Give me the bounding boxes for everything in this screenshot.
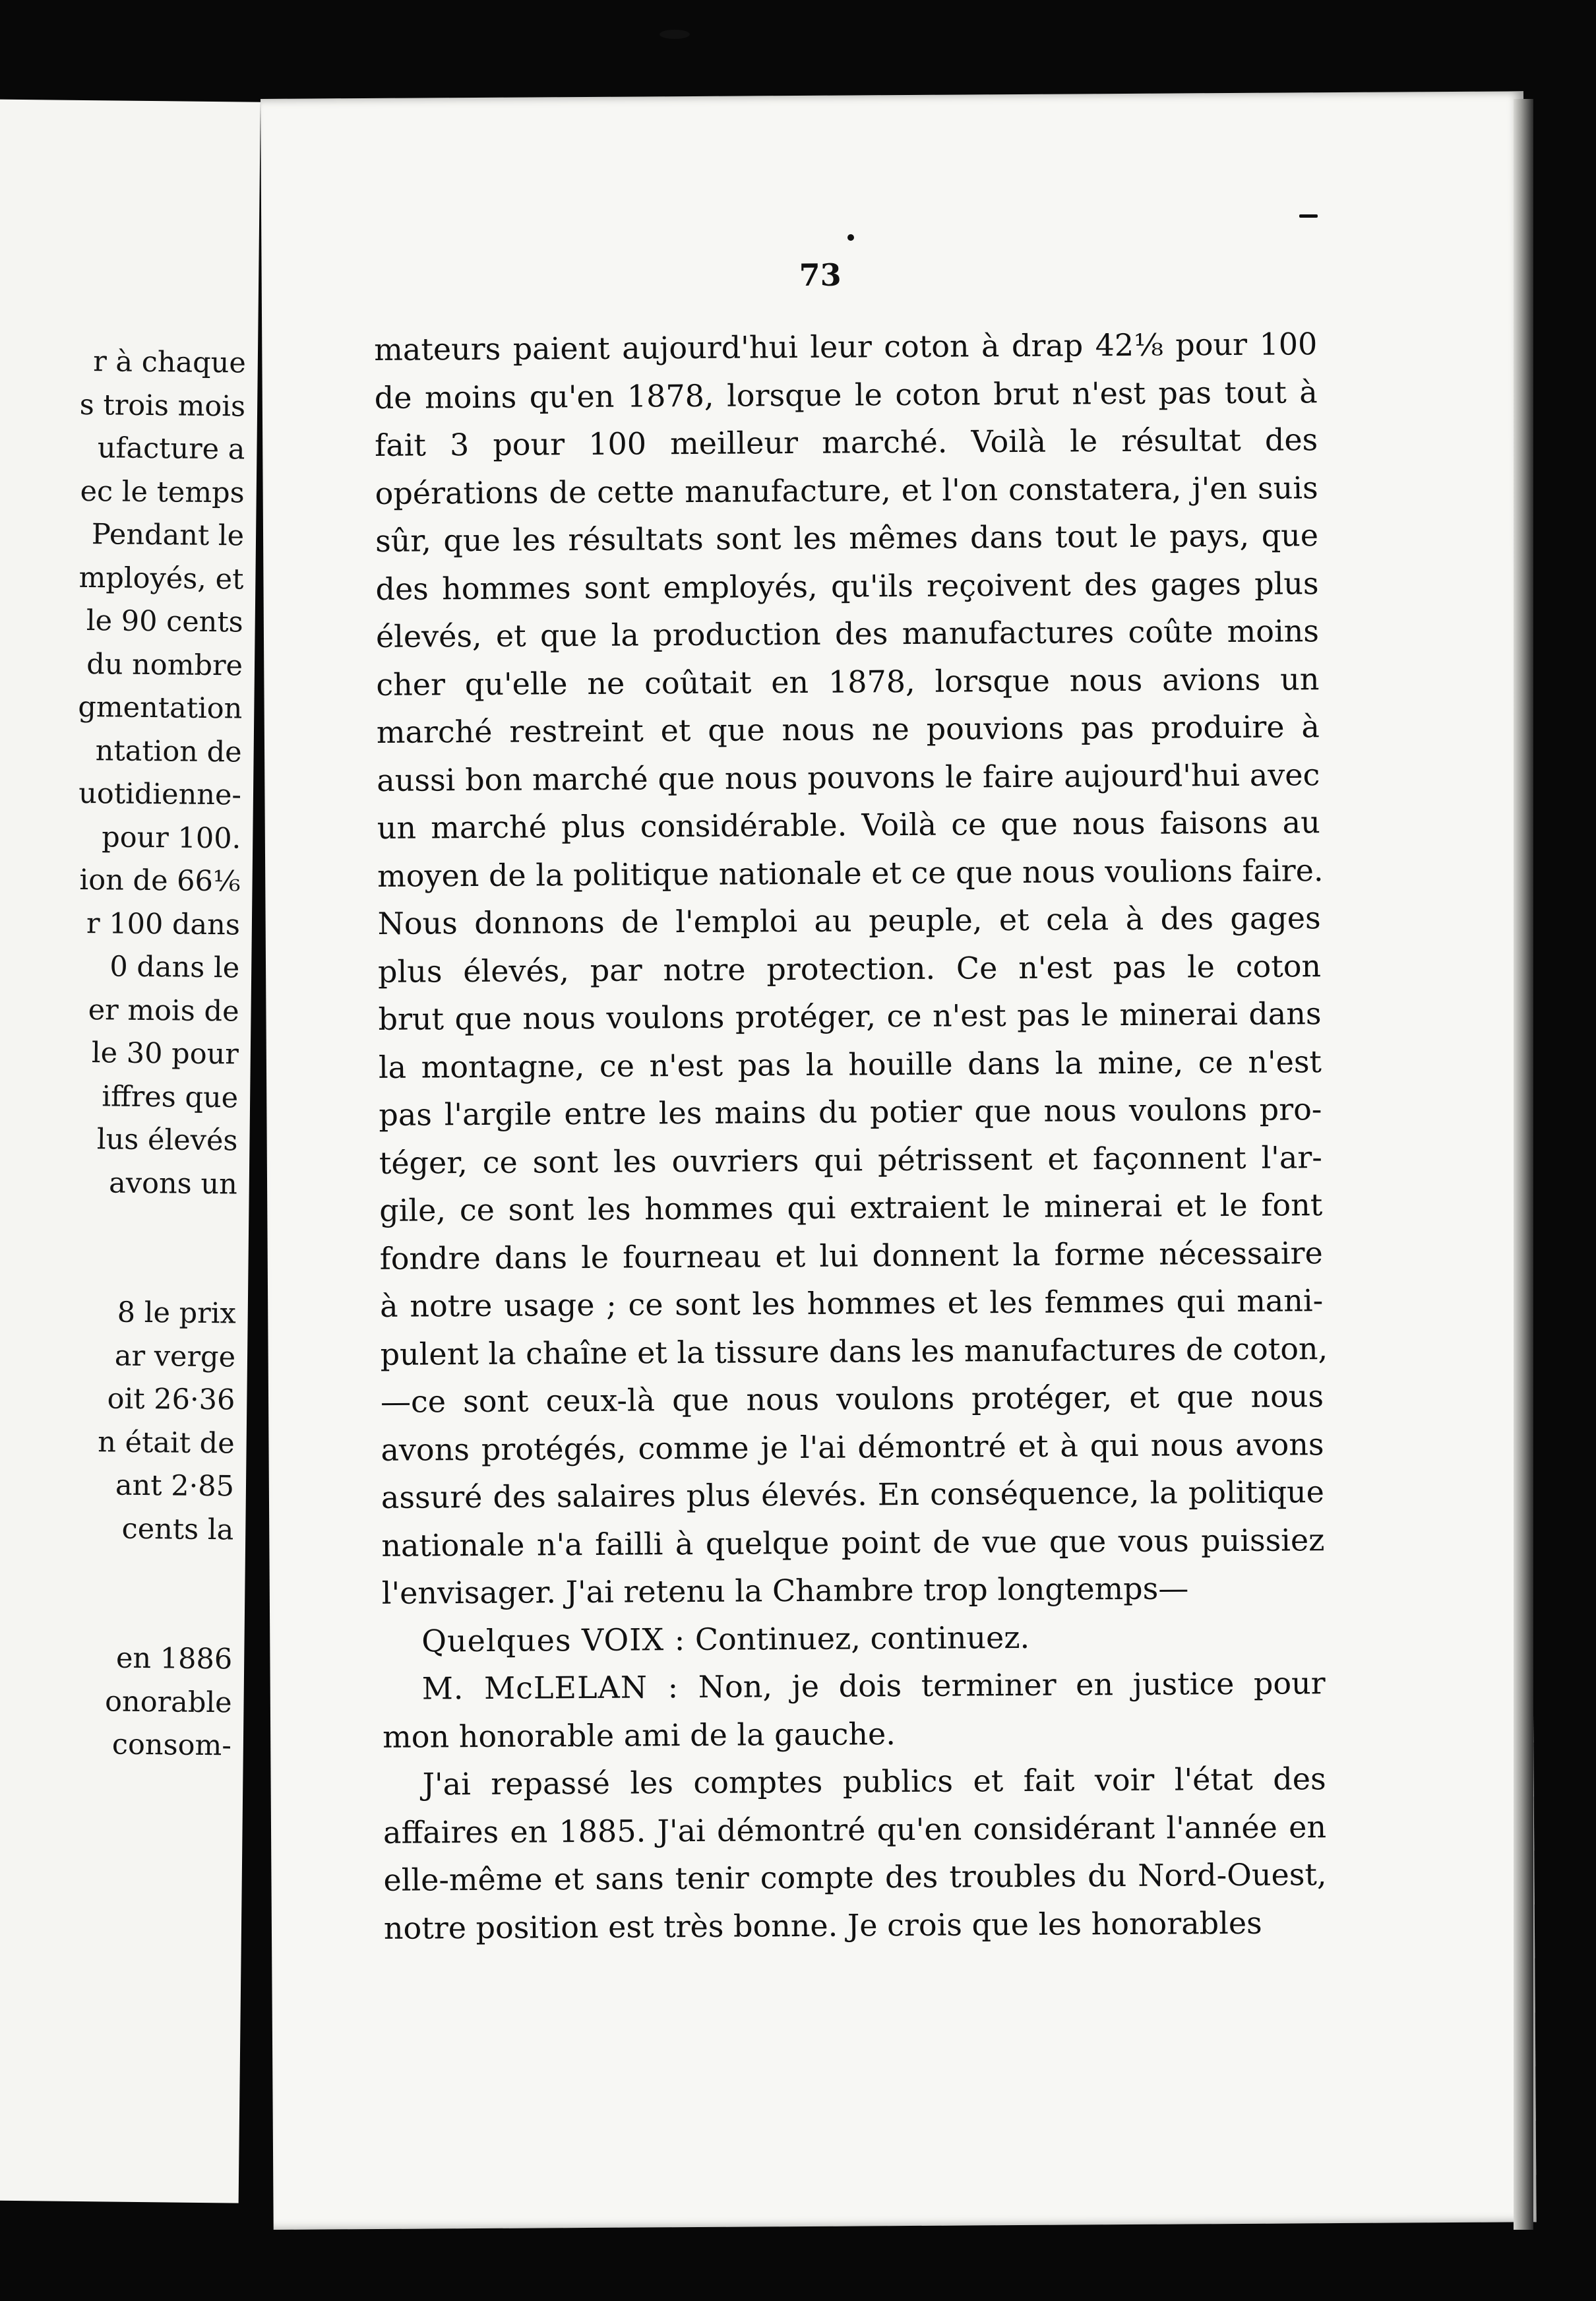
page-number: 73 xyxy=(799,257,842,294)
left-page-fragment: ar verge xyxy=(114,1339,236,1373)
left-page-fragment: iffres que xyxy=(102,1079,239,1114)
left-page-fragment: oit 26·36 xyxy=(107,1382,235,1417)
text-line: cher qu'elle ne coûtait en 1878, lorsque nous avions un xyxy=(376,660,1320,703)
reply-text-1: Non, je dois terminer en justice pour xyxy=(698,1665,1326,1705)
text-line: fondre dans le fourneau et lui donnent la forme nécessaire xyxy=(379,1234,1323,1277)
left-page-fragment: cents la xyxy=(121,1512,234,1546)
left-page-fragment: le 30 pour xyxy=(91,1036,239,1071)
left-page-fragment: er mois de xyxy=(88,993,239,1028)
text-line: pas l'argile entre les mains du potier que nous voulons pro- xyxy=(379,1091,1322,1133)
scan-smudge xyxy=(660,30,690,39)
speaker-mclelan: M. McLELAN : xyxy=(421,1669,679,1707)
left-page xyxy=(0,99,261,2203)
left-page-fragment: consom- xyxy=(111,1728,232,1763)
paragraph-2 xyxy=(383,1755,1327,1952)
text-line: opérations de cette manufacture, et l'on constatera, j'en suis xyxy=(375,469,1318,511)
left-page-fragment: lus élevés xyxy=(96,1123,238,1158)
text-line: avons protégés, comme je l'ai démontré et à qui nous avons xyxy=(381,1426,1324,1468)
text-line: J'ai repassé les comptes publics et fait voir l'état des xyxy=(422,1761,1326,1802)
left-page-fragment: du nombre xyxy=(86,647,243,683)
right-page xyxy=(261,91,1537,2230)
text-line: de moins qu'en 1878, lorsque le coton brut n'est pas tout à xyxy=(374,373,1318,416)
interjection-line xyxy=(382,1612,1325,1665)
text-line: plus élevés, par notre protection. Ce n'est pas le coton xyxy=(377,947,1322,990)
left-page-fragment: gmentation xyxy=(78,690,243,726)
reply-line-1 xyxy=(383,1659,1326,1713)
left-page-fragment: ant 2·85 xyxy=(115,1468,235,1503)
text-line: aussi bon marché que nous pouvons le faire aujourd'hui avec xyxy=(377,756,1320,798)
left-page-fragment: uotidienne- xyxy=(78,776,242,812)
left-page-fragment: ufacture a xyxy=(97,431,245,466)
text-line: —ce sont ceux-là que nous voulons protéger, et que nous xyxy=(380,1378,1324,1420)
speaker-voices: Quelques VOIX : xyxy=(421,1621,686,1659)
text-line: des hommes sont employés, qu'ils reçoivent des gages plus xyxy=(375,565,1319,607)
left-page-fragment: r 100 dans xyxy=(86,906,241,942)
left-page-fragment: r à chaque xyxy=(92,345,247,380)
text-line: gile, ce sont les hommes qui extraient le minerai et le font xyxy=(379,1187,1323,1228)
left-page-fragment: ntation de xyxy=(95,734,242,769)
text-line: brut que nous voulons protéger, ce n'est pas le minerai dans xyxy=(378,995,1322,1037)
text-line: l'envisager. J'ai retenu la Chambre trop longtemps— xyxy=(381,1570,1189,1611)
left-page-fragment: le 90 cents xyxy=(86,604,243,639)
text-line: pulent la chaîne et la tissure dans les manufactures de coton, xyxy=(380,1330,1328,1372)
left-page-fragment: ec le temps xyxy=(80,474,245,510)
left-page-fragment: Pendant le xyxy=(91,518,245,553)
text-line: à notre usage ; ce sont les hommes et les femmes qui mani- xyxy=(380,1282,1324,1324)
left-page-fragments xyxy=(0,99,261,1763)
text-line: un marché plus considérable. Voilà ce que nous faisons au xyxy=(377,804,1320,846)
page-edge xyxy=(1514,99,1533,2230)
left-page-fragment: pour 100. xyxy=(101,820,241,856)
left-page-fragment: 8 le prix xyxy=(117,1296,237,1331)
text-line: sûr, que les résultats sont les mêmes dans tout le pays, que xyxy=(375,517,1319,559)
text-line: elle-même et sans tenir compte des troubles du Nord-Ouest, xyxy=(383,1856,1327,1898)
left-page-fragment: mployés, et xyxy=(78,561,244,596)
text-line: Nous donnons de l'emploi au peuple, et cela à des gages xyxy=(377,900,1321,941)
text-line: marché restreint et que nous ne pouvions pas produire à xyxy=(376,709,1320,750)
text-line: élevés, et que la production des manufactures coûte moins xyxy=(375,613,1320,654)
text-line: nationale n'a failli à quelque point de vue que vous puissiez xyxy=(381,1521,1325,1563)
body-text xyxy=(374,320,1327,1952)
text-line: assuré des salaires plus élevés. En conséquence, la politique xyxy=(381,1474,1325,1515)
text-line: affaires en 1885. J'ai démontré qu'en considérant l'année en xyxy=(383,1808,1327,1850)
text-line: fait 3 pour 100 meilleur marché. Voilà le résultat des xyxy=(375,422,1318,463)
text-line: notre position est très bonne. Je crois que les honorables xyxy=(383,1905,1262,1946)
reply-line-2: mon honorable ami de la gauche. xyxy=(383,1715,896,1755)
scan-speck xyxy=(1299,214,1318,218)
left-page-fragment: 0 dans le xyxy=(109,950,240,985)
paragraph-1 xyxy=(374,320,1328,1617)
left-page-fragment: s trois mois xyxy=(79,388,246,424)
text-line: mateurs paient aujourd'hui leur coton à drap 42⅛ pour 100 xyxy=(374,326,1318,367)
left-page-fragment: n était de xyxy=(98,1425,235,1460)
text-line: la montagne, ce n'est pas la houille dans la mine, ce n'est xyxy=(378,1043,1322,1085)
scan-speck xyxy=(847,234,854,241)
left-page-fragment: ion de 66⅙ xyxy=(79,863,241,898)
left-page-fragment: avons un xyxy=(108,1166,238,1201)
left-page-fragment: onorable xyxy=(104,1684,232,1719)
text-line: moyen de la politique nationale et ce que nous voulions faire. xyxy=(377,852,1324,894)
text-line: téger, ce sont les ouvriers qui pétrissent et façonnent l'ar- xyxy=(379,1139,1322,1181)
left-page-fragment: en 1886 xyxy=(115,1641,233,1676)
interjection-text: Continuez, continuez. xyxy=(694,1619,1030,1657)
